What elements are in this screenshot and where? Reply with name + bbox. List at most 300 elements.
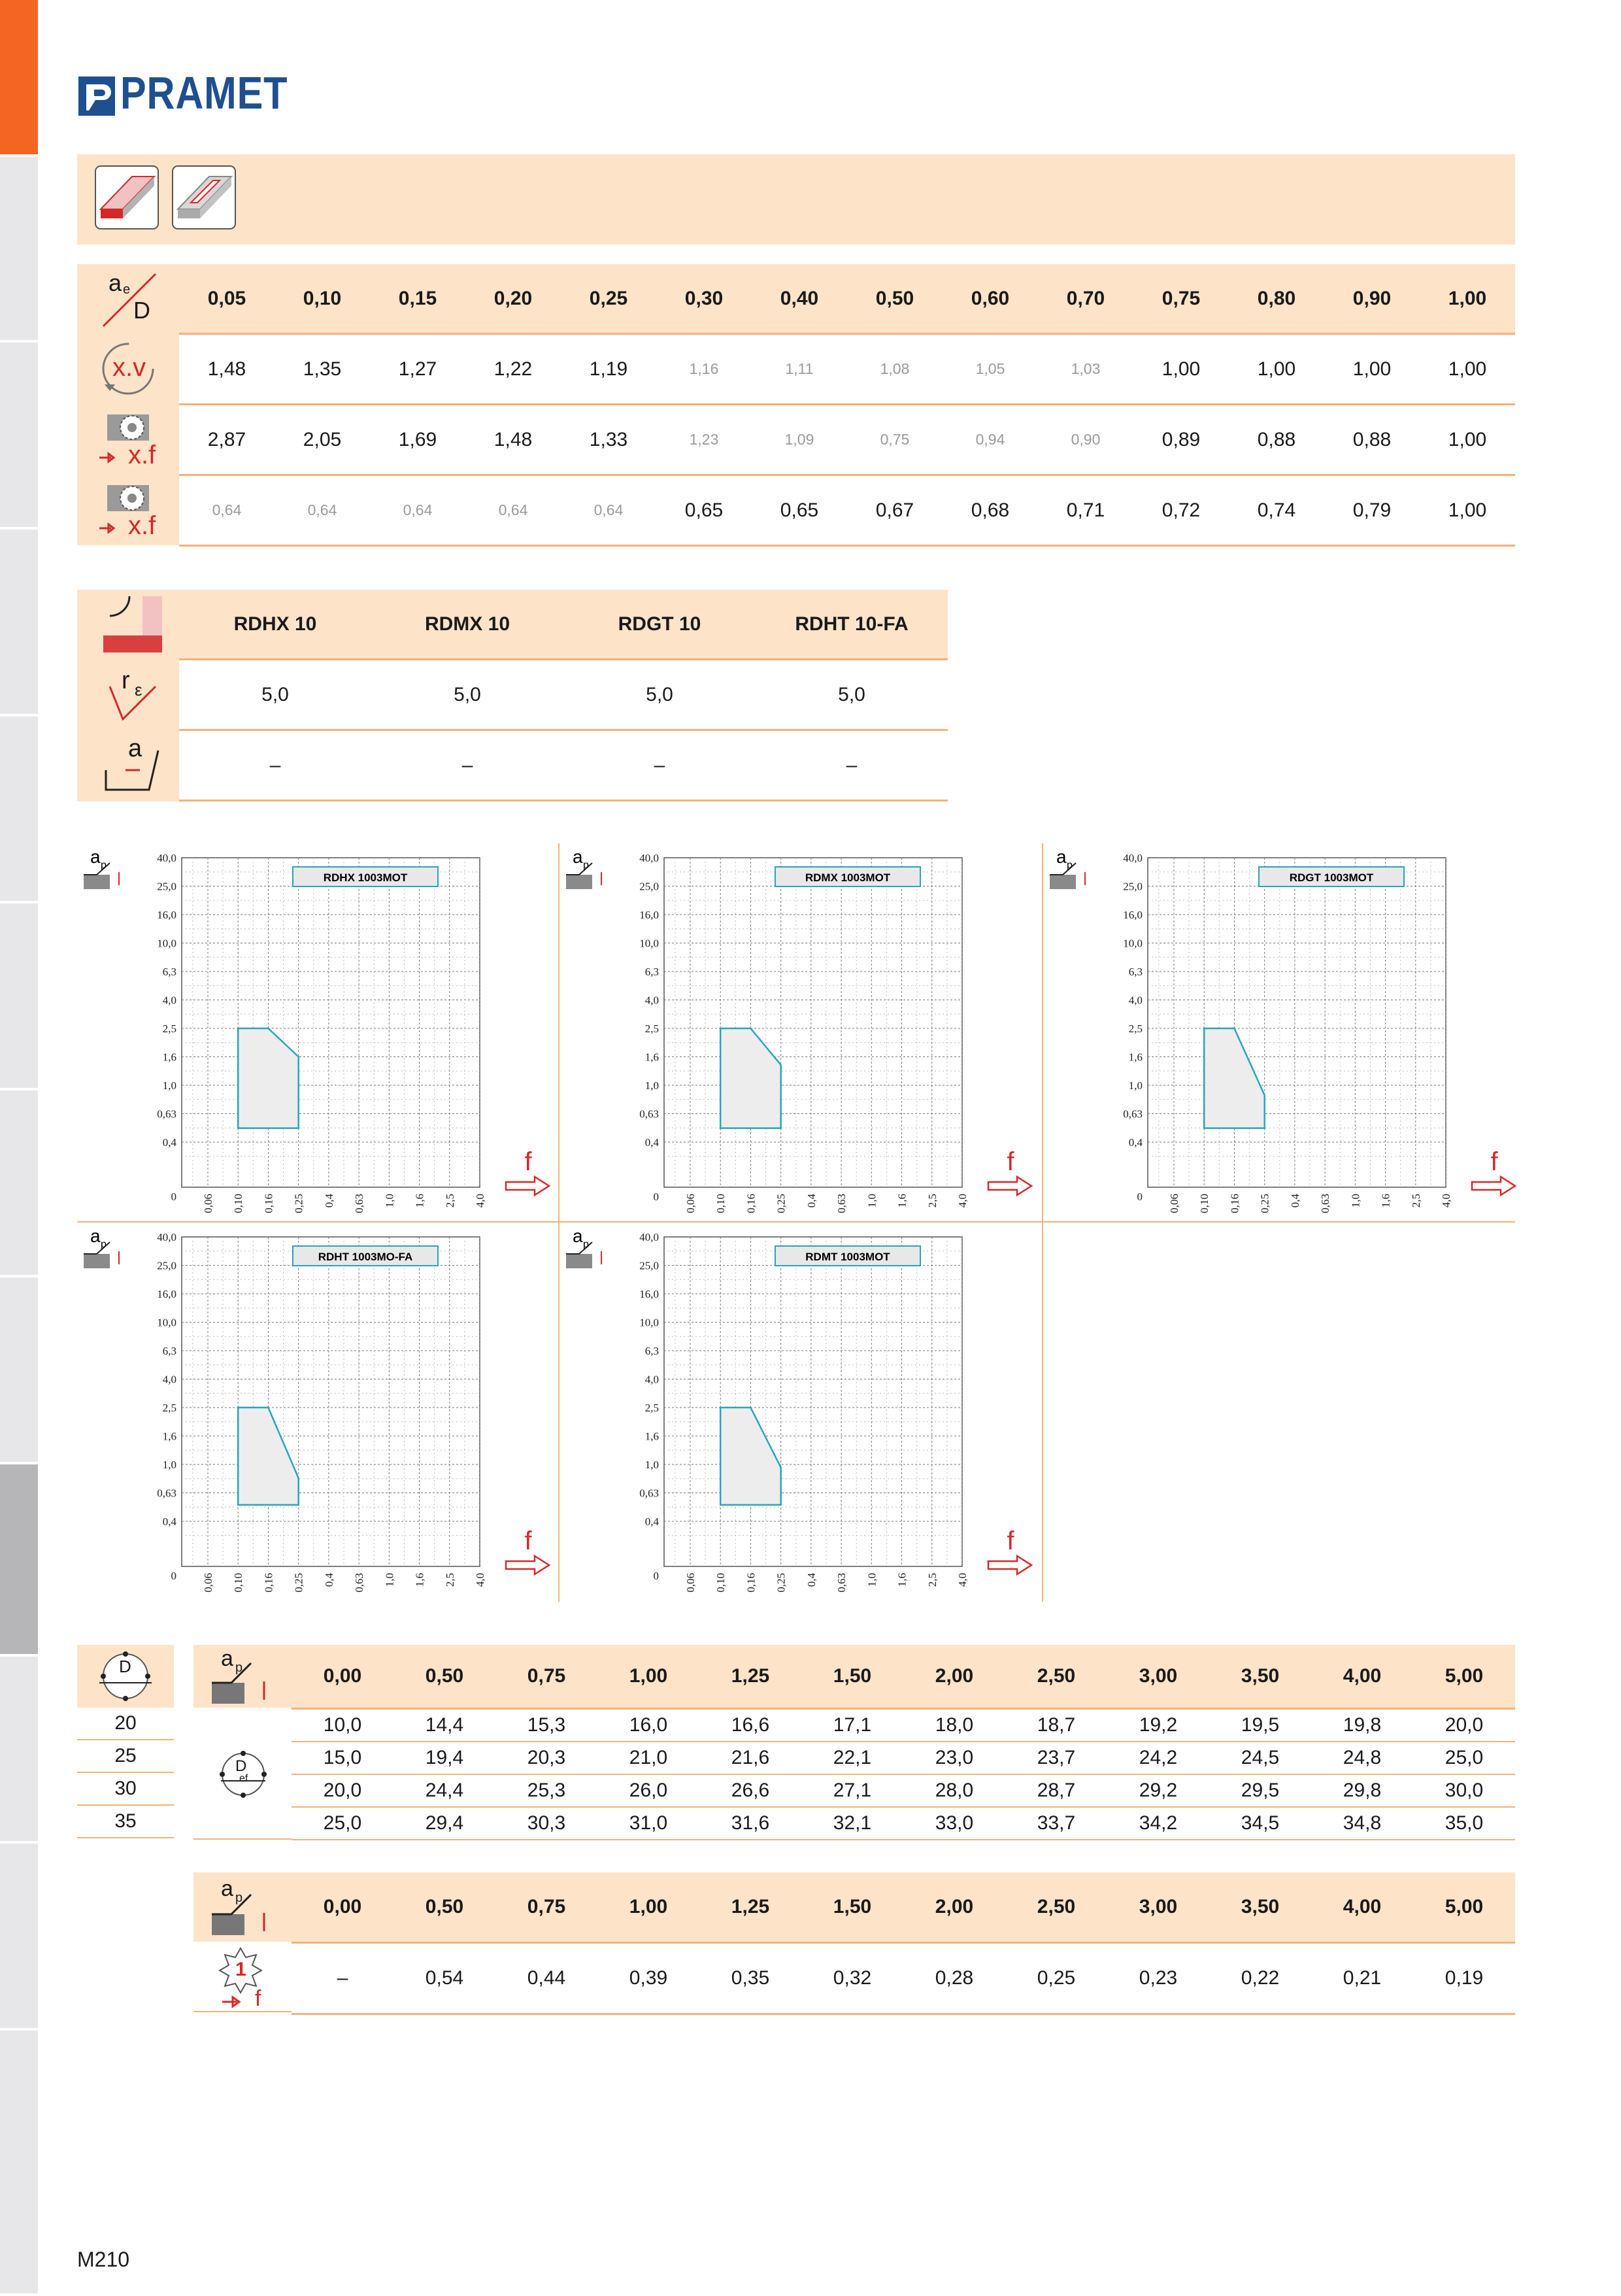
table-cell: 0,40	[752, 264, 847, 334]
ap-label: a	[90, 1226, 101, 1246]
table-cell: 20,0	[1413, 1709, 1515, 1742]
side-tab	[0, 1844, 38, 2031]
table-cell: 0,10	[275, 264, 370, 334]
table-cell: 0,00	[292, 1872, 393, 1943]
y-tick-label: 0,63	[157, 1487, 176, 1500]
table-cell: 1,03	[1038, 334, 1133, 405]
table-cell: 0,65	[656, 475, 752, 546]
y-tick-label: 25,0	[639, 880, 659, 893]
y-tick-label: 4,0	[644, 994, 659, 1007]
y-tick-label: 4,0	[162, 994, 176, 1007]
ap-icon	[84, 1254, 110, 1268]
table-cell: 2,00	[903, 1872, 1005, 1943]
x-tick-label: 1,0	[1349, 1194, 1362, 1208]
table-cell: 24,5	[1209, 1742, 1311, 1774]
brand-name: PRAMET	[120, 67, 288, 118]
y-tick-label: 10,0	[1123, 937, 1143, 950]
side-tab-active	[0, 0, 38, 157]
table-cell: 1,25	[699, 1872, 801, 1943]
table-cell: 21,6	[699, 1742, 801, 1774]
feed-factor-icon-2: x.f	[77, 476, 179, 545]
x-tick-label: 1,0	[383, 1194, 396, 1208]
y-tick-label: 40,0	[639, 852, 659, 864]
ap-label: a	[90, 847, 101, 867]
table-row	[77, 1740, 174, 1772]
table-cell: 0,25	[1005, 1943, 1107, 2014]
table-cell: 1,00	[597, 1872, 699, 1943]
side-tab	[0, 530, 38, 717]
chart-label: RDMT 1003MOT	[805, 1251, 890, 1263]
x-tick-label: 1,0	[865, 1194, 878, 1208]
ap-label: p	[101, 1239, 107, 1250]
x-tick-label: 4,0	[1440, 1194, 1452, 1208]
table-cell: 0,90	[1038, 405, 1133, 475]
table-cell: 34,8	[1311, 1807, 1413, 1840]
table-cell: 31,0	[597, 1807, 699, 1840]
table-cell: 1,16	[656, 334, 752, 405]
table-cell: –	[756, 730, 948, 801]
table-cell: 0,39	[597, 1943, 699, 2014]
table-cell: 14,4	[393, 1709, 495, 1742]
table-cell: RDHT 10-FA	[756, 590, 948, 660]
table-cell: 30,0	[1413, 1774, 1515, 1807]
table-row	[179, 334, 1515, 405]
x-tick-label: 2,5	[926, 1194, 939, 1208]
table-cell: 31,6	[699, 1807, 801, 1840]
brand-mark-icon	[77, 75, 116, 117]
y-tick-label: 0,4	[162, 1515, 176, 1528]
feed-axis-label: f	[524, 1527, 532, 1555]
x-tick-label: 0,06	[1168, 1194, 1180, 1213]
x-tick-label: 2,5	[1409, 1194, 1422, 1208]
x-tick-label: 0,4	[805, 1573, 818, 1587]
table-cell: 5,0	[179, 660, 371, 730]
ap-label: p	[101, 860, 107, 871]
x-tick-label: 0,25	[1258, 1194, 1271, 1213]
y-tick-label: 16,0	[639, 909, 659, 921]
table-cell: 5,00	[1413, 1645, 1515, 1709]
chart-frame	[182, 1237, 480, 1566]
table-cell: 1,33	[561, 405, 656, 475]
table-cell: 0,74	[1229, 475, 1324, 546]
table-cell: 1,50	[801, 1872, 903, 1943]
x-tick-label: 1,6	[413, 1194, 426, 1208]
table-cell: 1,25	[699, 1645, 801, 1709]
table-cell: 5,0	[371, 660, 563, 730]
y-tick-label: 6,3	[162, 1345, 176, 1357]
ap-label: a	[573, 847, 583, 867]
cutting-range-chart	[560, 843, 1037, 1223]
speed-factor-icon: x.v	[77, 335, 179, 403]
table-cell: 28,7	[1005, 1774, 1107, 1807]
table-cell: 23,0	[903, 1742, 1005, 1774]
table-cell: –	[371, 730, 563, 801]
table-cell: RDGT 10	[563, 590, 756, 660]
table-cell: 0,64	[465, 475, 561, 546]
table-cell: 0,05	[179, 264, 275, 334]
table-cell: 3,50	[1209, 1645, 1311, 1709]
y-tick-label: 6,3	[644, 966, 659, 978]
brand-logo	[77, 67, 352, 120]
y-tick-label: 0	[171, 1190, 176, 1203]
table-cell: 0,50	[393, 1872, 495, 1943]
y-tick-label: 1,0	[162, 1079, 176, 1092]
side-tab	[0, 717, 38, 903]
table-cell: 0,21	[1311, 1943, 1413, 2014]
table-cell: 1,00	[1133, 334, 1229, 405]
table-cell: 19,2	[1107, 1709, 1209, 1742]
y-tick-label: 1,0	[644, 1079, 659, 1092]
table-cell: 0,35	[699, 1943, 801, 2014]
x-tick-label: 0,16	[262, 1573, 275, 1593]
table-cell: 27,1	[801, 1774, 903, 1807]
x-tick-label: 0,25	[292, 1573, 305, 1593]
table-cell: 1,00	[597, 1645, 699, 1709]
table-cell: 24,8	[1311, 1742, 1413, 1774]
x-tick-label: 0,06	[202, 1194, 214, 1213]
table-cell: 1,11	[752, 334, 847, 405]
table-cell: 1,09	[752, 405, 847, 475]
y-tick-label: 40,0	[639, 1231, 659, 1243]
y-tick-label: 1,0	[1128, 1079, 1143, 1092]
y-tick-label: 0	[653, 1190, 659, 1203]
x-tick-label: 1,6	[1379, 1194, 1392, 1208]
chart-label: RDHX 1003MOT	[323, 871, 408, 884]
table-cell: 0,89	[1133, 405, 1229, 475]
y-tick-label: 4,0	[162, 1373, 176, 1386]
table-row	[179, 405, 1515, 475]
x-tick-label: 0,63	[353, 1194, 366, 1213]
x-tick-label: 2,5	[926, 1573, 939, 1587]
y-tick-label: 4,0	[1128, 994, 1143, 1007]
table-cell: 15,0	[292, 1742, 393, 1774]
x-tick-label: 1,6	[413, 1573, 426, 1587]
feed-arrow-icon	[1472, 1177, 1515, 1195]
table-cell: 0,30	[656, 264, 752, 334]
insert-flat-icon	[94, 165, 159, 230]
table-header-row	[292, 1645, 1515, 1709]
table-cell: 1,00	[1420, 264, 1515, 334]
feed-axis-label: f	[1007, 1147, 1014, 1176]
y-tick-label: 25,0	[639, 1259, 659, 1272]
y-tick-label: 25,0	[157, 880, 176, 893]
table-row	[292, 1742, 1515, 1774]
table-cell: 0,28	[903, 1943, 1005, 2014]
table-cell: 1,27	[370, 334, 465, 405]
table-row	[179, 730, 948, 801]
table-cell: 0,88	[1324, 405, 1420, 475]
table-cell: 20	[77, 1708, 174, 1740]
cutting-range-chart	[560, 1223, 1037, 1602]
table-cell: 17,1	[801, 1709, 903, 1742]
feed-axis-label: f	[1490, 1147, 1498, 1176]
table-cell: 29,4	[393, 1807, 495, 1840]
chart-label: RDGT 1003MOT	[1289, 871, 1374, 884]
table-cell: 2,05	[275, 405, 370, 475]
diameter-icon: D	[77, 1645, 174, 1708]
table-cell: 35,0	[1413, 1807, 1515, 1840]
table-row	[179, 475, 1515, 546]
ap-icon	[84, 875, 110, 889]
table-header-row	[179, 264, 1515, 334]
side-tab	[0, 1090, 38, 1277]
table-row	[77, 1772, 174, 1805]
y-tick-label: 25,0	[157, 1259, 176, 1272]
y-tick-label: 10,0	[157, 937, 176, 950]
y-tick-label: 0,63	[1123, 1107, 1143, 1121]
y-tick-label: 2,5	[644, 1402, 659, 1414]
table-cell: 1,00	[1420, 475, 1515, 546]
y-tick-label: 16,0	[1123, 909, 1143, 921]
table-cell: 10,0	[292, 1709, 393, 1742]
ae-d-factor-table	[179, 264, 1515, 547]
side-tab	[0, 157, 38, 343]
ap-icon	[1050, 875, 1076, 889]
ap-label: p	[583, 860, 589, 871]
chart-frame	[182, 858, 480, 1187]
max-feed-table	[292, 1872, 1515, 2015]
table-header-row	[292, 1872, 1515, 1943]
y-tick-label: 40,0	[157, 1231, 176, 1243]
x-tick-label: 0,16	[744, 1194, 758, 1213]
chamfer-width-icon: a	[77, 731, 179, 800]
side-tab	[0, 1657, 38, 1844]
y-tick-label: 0,4	[1128, 1136, 1143, 1149]
y-tick-label: 0,63	[157, 1107, 176, 1121]
insert-groove-icon	[171, 165, 237, 230]
table-cell: 0,75	[1133, 264, 1229, 334]
x-tick-label: 0,10	[232, 1573, 245, 1593]
table-cell: 2,50	[1005, 1645, 1107, 1709]
feed-factor-icon: x.f	[77, 405, 179, 474]
x-tick-label: 0,06	[202, 1573, 214, 1593]
chart-frame	[664, 858, 962, 1187]
table-cell: 2,87	[179, 405, 275, 475]
x-tick-label: 0,10	[232, 1194, 245, 1213]
table-cell: 33,7	[1005, 1807, 1107, 1840]
ap-icon	[566, 875, 592, 889]
table-cell: 0,25	[561, 264, 656, 334]
table-cell: 0,15	[370, 264, 465, 334]
x-tick-label: 0,25	[292, 1194, 305, 1213]
table-row	[292, 1774, 1515, 1807]
y-tick-label: 1,0	[162, 1459, 176, 1471]
chart-label: RDHT 1003MO-FA	[318, 1251, 413, 1263]
table-cell: –	[563, 730, 756, 801]
table-cell: 35	[77, 1805, 174, 1838]
table-cell: 1,05	[943, 334, 1038, 405]
table-cell: 24,2	[1107, 1742, 1209, 1774]
x-tick-label: 0,4	[322, 1194, 335, 1208]
x-tick-label: 1,0	[383, 1573, 396, 1587]
table-cell: 0,70	[1038, 264, 1133, 334]
corner-radius-icon: r ε	[77, 660, 179, 729]
table-cell: 22,1	[801, 1742, 903, 1774]
table-cell: 4,00	[1311, 1872, 1413, 1943]
table-cell: 29,8	[1311, 1774, 1413, 1807]
y-tick-label: 40,0	[157, 852, 176, 864]
x-tick-label: 0,06	[684, 1194, 697, 1213]
table-cell: 25,0	[1413, 1742, 1515, 1774]
y-tick-label: 0	[1137, 1190, 1143, 1203]
header-band	[77, 154, 1515, 245]
table-cell: RDHX 10	[179, 590, 371, 660]
table-cell: RDMX 10	[371, 590, 563, 660]
table-cell: 18,0	[903, 1709, 1005, 1742]
table-cell: 25,3	[495, 1774, 597, 1807]
y-tick-label: 16,0	[157, 909, 176, 921]
y-tick-label: 16,0	[639, 1288, 659, 1300]
table-cell: 25,0	[292, 1807, 393, 1840]
table-cell: 2,00	[903, 1645, 1005, 1709]
table-row	[292, 1807, 1515, 1840]
y-tick-label: 10,0	[157, 1316, 176, 1329]
table-cell: –	[179, 730, 371, 801]
table-cell: 0,60	[943, 264, 1038, 334]
table-row	[292, 1943, 1515, 2014]
table-cell: 1,00	[1324, 334, 1420, 405]
chart-frame	[664, 1237, 962, 1566]
chart-divider	[1042, 1223, 1043, 1602]
cutting-range-chart	[77, 1223, 554, 1602]
table-cell: 25	[77, 1740, 174, 1772]
table-cell: 0,50	[393, 1645, 495, 1709]
table-cell: 0,71	[1038, 475, 1133, 546]
x-tick-label: 0,16	[262, 1194, 275, 1213]
table-row	[77, 1708, 174, 1740]
table-cell: 1,08	[847, 334, 943, 405]
ap-label: a	[573, 1226, 583, 1246]
side-tab	[0, 343, 38, 530]
table-cell: 24,4	[393, 1774, 495, 1807]
table-cell: –	[292, 1943, 393, 2014]
table-cell: 0,23	[1107, 1943, 1209, 2014]
table-cell: 18,7	[1005, 1709, 1107, 1742]
table-cell: 15,3	[495, 1709, 597, 1742]
table-cell: 34,2	[1107, 1807, 1209, 1840]
y-tick-label: 0	[653, 1570, 659, 1582]
table-row	[77, 1805, 174, 1838]
x-tick-label: 2,5	[443, 1194, 456, 1208]
table-cell: 23,7	[1005, 1742, 1107, 1774]
page-number: M210	[77, 2248, 130, 2271]
table-cell: 0,20	[465, 264, 561, 334]
x-tick-label: 0,4	[805, 1194, 818, 1208]
y-tick-label: 2,5	[644, 1022, 659, 1035]
x-tick-label: 0,25	[775, 1194, 788, 1213]
table-cell: 1,22	[465, 334, 561, 405]
table-cell: 0,64	[179, 475, 275, 546]
table-cell: 1,48	[465, 405, 561, 475]
table-cell: 0,64	[370, 475, 465, 546]
table-row	[179, 660, 948, 730]
y-tick-label: 1,6	[644, 1430, 659, 1443]
y-tick-label: 6,3	[162, 966, 176, 978]
table-cell: 0,79	[1324, 475, 1420, 546]
table-cell: 30,3	[495, 1807, 597, 1840]
table-header-row	[179, 590, 948, 660]
table-cell: 30	[77, 1772, 174, 1805]
table-cell: 26,6	[699, 1774, 801, 1807]
x-tick-label: 4,0	[956, 1194, 969, 1208]
x-tick-label: 0,16	[744, 1573, 758, 1593]
x-tick-label: 0,10	[1198, 1194, 1211, 1213]
ae-d-icon: a e D	[77, 264, 179, 333]
table-cell: 0,50	[847, 264, 943, 334]
table-cell: 0,75	[495, 1645, 597, 1709]
ap-label: p	[583, 1239, 589, 1250]
table-cell: 0,75	[847, 405, 943, 475]
table-cell: 0,54	[393, 1943, 495, 2014]
x-tick-label: 2,5	[443, 1573, 456, 1587]
x-tick-label: 4,0	[474, 1194, 486, 1208]
chart-label: RDMX 1003MOT	[805, 871, 891, 884]
max-feed-icon: 1 f	[193, 1942, 292, 2012]
table-cell: 32,1	[801, 1807, 903, 1840]
y-tick-label: 0	[171, 1570, 176, 1582]
ap-label: p	[1067, 860, 1073, 871]
y-tick-label: 1,6	[162, 1430, 176, 1443]
table-cell: 34,5	[1209, 1807, 1311, 1840]
table-cell: 0,80	[1229, 264, 1324, 334]
y-tick-label: 4,0	[644, 1373, 659, 1386]
table-cell: 0,22	[1209, 1943, 1311, 2014]
ap-label: a	[1056, 847, 1067, 867]
table-cell: 0,67	[847, 475, 943, 546]
profile-icon	[77, 590, 179, 658]
side-tab	[0, 2031, 38, 2296]
side-tab	[0, 1277, 38, 1464]
x-tick-label: 0,63	[1319, 1194, 1332, 1213]
chart-frame	[1148, 858, 1446, 1187]
x-tick-label: 0,4	[322, 1573, 335, 1587]
x-tick-label: 1,6	[895, 1194, 909, 1208]
table-cell: 0,90	[1324, 264, 1420, 334]
x-tick-label: 0,63	[835, 1194, 848, 1213]
table-cell: 0,32	[801, 1943, 903, 2014]
table-cell: 1,50	[801, 1645, 903, 1709]
table-cell: 0,72	[1133, 475, 1229, 546]
feed-arrow-icon	[506, 1177, 549, 1195]
table-cell: 2,50	[1005, 1872, 1107, 1943]
effective-diameter-icon: D ef	[193, 1708, 292, 1840]
table-cell: 4,00	[1311, 1645, 1413, 1709]
y-tick-label: 0,4	[644, 1515, 659, 1528]
table-cell: 0,94	[943, 405, 1038, 475]
table-cell: 26,0	[597, 1774, 699, 1807]
table-cell: 0,64	[275, 475, 370, 546]
table-cell: 21,0	[597, 1742, 699, 1774]
y-tick-label: 6,3	[644, 1345, 659, 1357]
feed-axis-label: f	[524, 1147, 532, 1176]
y-tick-label: 1,6	[644, 1051, 659, 1064]
effective-diameter-table	[292, 1645, 1515, 1840]
x-tick-label: 0,10	[714, 1573, 727, 1593]
y-tick-label: 10,0	[639, 937, 659, 950]
table-cell: 1,00	[1229, 334, 1324, 405]
x-tick-label: 0,63	[835, 1573, 848, 1593]
feed-arrow-icon	[988, 1556, 1031, 1574]
cutting-range-chart	[1043, 843, 1520, 1223]
table-cell: 1,00	[1420, 405, 1515, 475]
y-tick-label: 25,0	[1123, 880, 1143, 893]
y-tick-label: 2,5	[1128, 1022, 1143, 1035]
y-tick-label: 2,5	[162, 1022, 176, 1035]
side-tab	[0, 903, 38, 1090]
table-cell: 33,0	[903, 1807, 1005, 1840]
y-tick-label: 1,0	[644, 1459, 659, 1471]
table-cell: 3,00	[1107, 1645, 1209, 1709]
